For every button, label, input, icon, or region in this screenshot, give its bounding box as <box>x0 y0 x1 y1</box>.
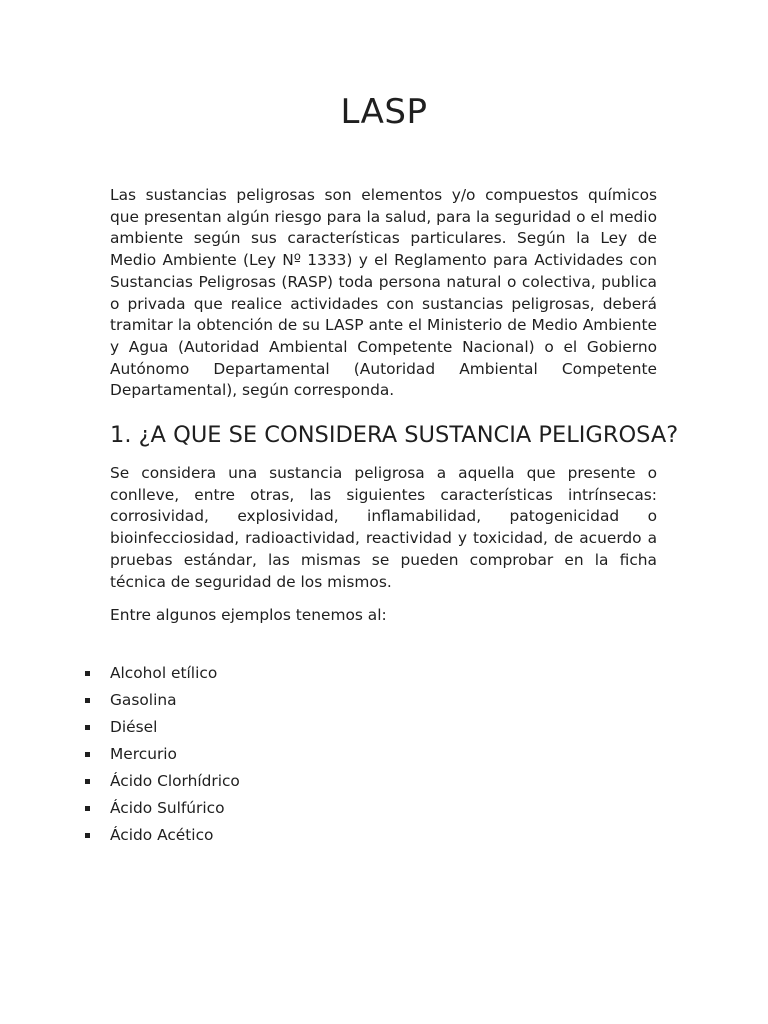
bullet-icon <box>85 833 90 838</box>
examples-lead: Entre algunos ejemplos tenemos al: <box>110 606 387 624</box>
bullet-icon <box>85 671 90 676</box>
section-heading: 1. ¿A QUE SE CONSIDERA SUSTANCIA PELIGROSA? <box>110 422 679 448</box>
list-item-label: Mercurio <box>110 745 177 763</box>
list-item-label: Diésel <box>110 718 158 736</box>
list-item-label: Ácido Acético <box>110 826 214 844</box>
list-item-label: Ácido Clorhídrico <box>110 772 240 790</box>
list-item-label: Alcohol etílico <box>110 664 218 682</box>
bullet-icon <box>85 806 90 811</box>
section-paragraph: Se considera una sustancia peligrosa a aquella que presente o conlleve, entre otras, las siguientes características intrínsecas: corrosividad, explosividad, inflamabilidad, patogenicidad o bioinfecciosidad, radioactividad, reactividad y toxicidad, de acuerdo a pruebas estándar, las mismas se pueden comprobar en la ficha técnica de seguridad de los mismos. <box>110 464 657 591</box>
bullet-icon <box>85 752 90 757</box>
list-item-label: Ácido Sulfúrico <box>110 799 225 817</box>
bullet-icon <box>85 698 90 703</box>
document-title: LASP <box>340 92 428 132</box>
bullet-icon <box>85 779 90 784</box>
bullet-icon <box>85 725 90 730</box>
intro-paragraph: Las sustancias peligrosas son elementos y/o compuestos químicos que presentan algún riesgo para la salud, para la seguridad o el medio ambiente según sus características particulares. Según la Ley de Medio Ambiente (Ley Nº 1333) y el Reglamento para Actividades con Sustancias Peligrosas (RASP) toda persona natural o colectiva, publica o privada que realice actividades con sustancias peligrosas, deberá tramitar la obtención de su LASP ante el Ministerio de Medio Ambiente y Agua (Autoridad Ambiental Competente Nacional) o el Gobierno Autónomo Departamental (Autoridad Ambiental Competente Departamental), según corresponda. <box>110 186 657 400</box>
list-item-label: Gasolina <box>110 691 177 709</box>
